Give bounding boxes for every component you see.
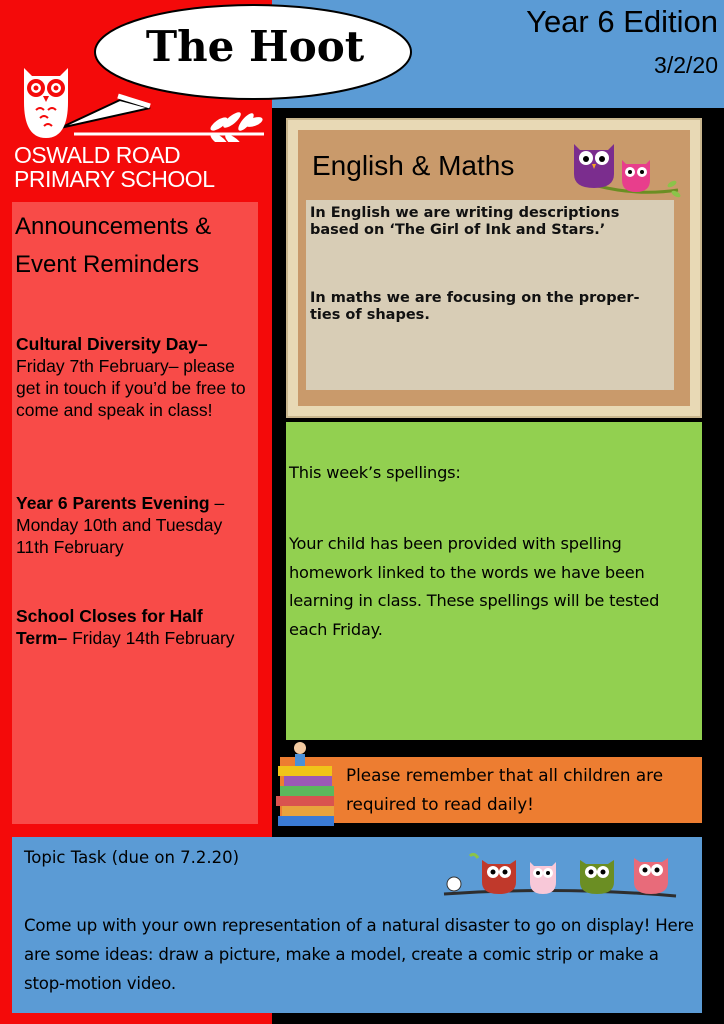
issue-date: 3/2/20 bbox=[654, 52, 718, 78]
announcement-title: School Closes for Half Term– bbox=[16, 606, 203, 648]
announcement-item bbox=[16, 492, 256, 558]
announcement-title: Year 6 Parents Evening bbox=[16, 493, 210, 513]
announcement-detail: – Monday 10th and Tuesday 11th February bbox=[16, 493, 225, 557]
school-name-line1: OSWALD ROAD bbox=[14, 142, 181, 168]
spellings-body: Your child has been provided with spelling homework linked to the words we have been learning in class. These spellings will be tested each Friday. bbox=[289, 534, 660, 639]
edition-label: Year 6 Edition bbox=[526, 4, 718, 39]
announcement-detail: Friday 14th February bbox=[67, 628, 235, 648]
owls-on-branch-icon bbox=[568, 134, 682, 204]
topic-task-body: Come up with your own representation of a natural disaster to go on display! Here are some ideas: draw a picture, make a model, create a comic strip or make a stop-motion video. bbox=[24, 916, 694, 993]
newsletter-title: The Hoot bbox=[145, 22, 365, 71]
announcement-item bbox=[16, 333, 256, 421]
announcements-heading: Announcements & Event Reminders bbox=[15, 213, 212, 278]
english-text: In English we are writing descriptions based on ‘The Girl of Ink and Stars.’ bbox=[310, 205, 620, 238]
reading-reminder-text: Please remember that all children are required to read daily! bbox=[346, 765, 664, 814]
owl-logo-icon bbox=[14, 62, 264, 142]
english-maths-title: English & Maths bbox=[312, 150, 515, 181]
announcement-detail: Friday 7th February– please get in touch if you’d be free to come and speak in class! bbox=[16, 356, 246, 420]
announcement-title: Cultural Diversity Day– bbox=[16, 334, 208, 354]
owl-row-icon bbox=[440, 846, 680, 904]
announcement-item bbox=[16, 605, 256, 649]
maths-text: In maths we are focusing on the proper- ties of shapes. bbox=[310, 290, 640, 323]
topic-task-title: Topic Task (due on 7.2.20) bbox=[24, 848, 240, 867]
spellings-title: This week’s spellings: bbox=[289, 463, 461, 482]
school-name-line2: PRIMARY SCHOOL bbox=[14, 166, 215, 192]
book-stack-icon bbox=[274, 736, 340, 832]
